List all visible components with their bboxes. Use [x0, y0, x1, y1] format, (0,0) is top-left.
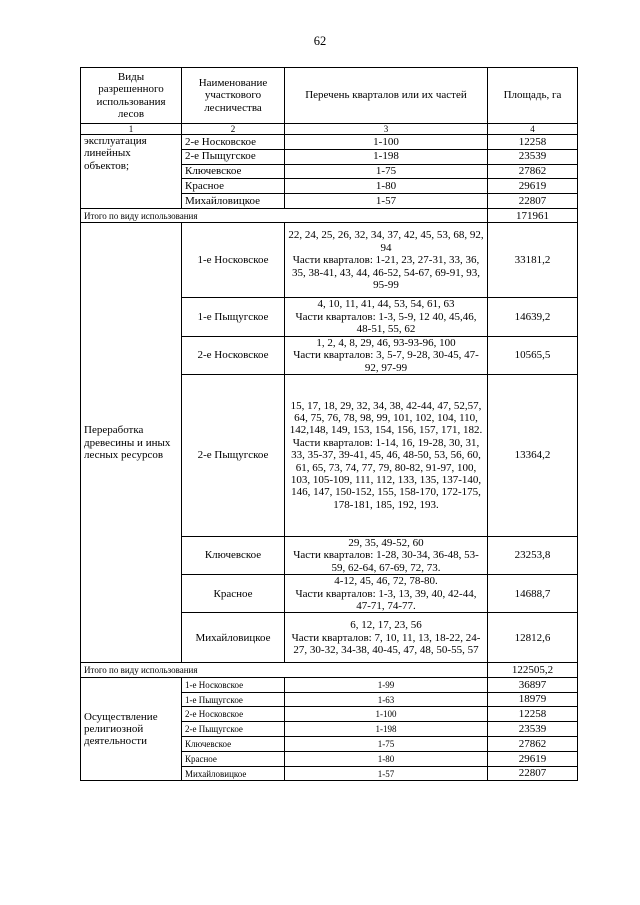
total-label: Итого по виду использования [81, 663, 488, 678]
quarters-cell: 1-100 [285, 707, 488, 722]
area-cell: 12258 [488, 707, 578, 722]
use-type-cell: эксплуатация линейных объектов; [81, 135, 182, 209]
area-cell: 22807 [488, 194, 578, 209]
forestry-cell: 1-е Носковское [182, 677, 285, 692]
forestry-cell: Ключевское [182, 164, 285, 179]
forestry-cell: Михайловицкое [182, 613, 285, 663]
use-type-cell: Переработка древесины и иных лесных ресурсов [81, 223, 182, 663]
column-number: 4 [488, 124, 578, 135]
total-label: Итого по виду использования [81, 208, 488, 223]
table-row [81, 223, 578, 298]
header-use-type: Виды разрешенного использования лесов [81, 68, 182, 124]
area-cell: 29619 [488, 751, 578, 766]
header-area: Площадь, га [488, 68, 578, 124]
page-number: 62 [313, 34, 327, 48]
forestry-cell: Красное [182, 751, 285, 766]
table-row [81, 135, 578, 150]
area-cell: 27862 [488, 737, 578, 752]
area-cell: 29619 [488, 179, 578, 194]
table-header-row [81, 68, 578, 124]
column-number: 3 [285, 124, 488, 135]
quarters-cell: 15, 17, 18, 29, 32, 34, 38, 42-44, 47, 52,57, 64, 75, 76, 78, 98, 99, 101, 102, 104, 110, 142,148, 149, 153, 154, 156, 157, 171, 182. Части кварталов: 1-14, 16, 19-28, 30, 31, 33, 35-37, 39-41, 45, 46, 48-50, 53, 56, 60, 61, 65, 73, 74, 77, 79, 80-82, 91-97, 100, 103, 105-109, 111, 112, 133, 135, 137-140, 146, 147, 150-152, 155, 158-170, 172-175, 178-181, 185, 192, 193. [285, 374, 488, 536]
area-cell: 23539 [488, 722, 578, 737]
forestry-cell: 2-е Пыщугское [182, 722, 285, 737]
total-value: 122505,2 [488, 663, 578, 678]
quarters-cell: 1-57 [285, 766, 488, 781]
forestry-cell: 1-е Пыщугское [182, 692, 285, 707]
quarters-cell: 1-63 [285, 692, 488, 707]
quarters-cell: 1-99 [285, 677, 488, 692]
forestry-cell: Михайловицкое [182, 766, 285, 781]
forestry-cell: 2-е Носковское [182, 135, 285, 150]
area-cell: 23539 [488, 149, 578, 164]
quarters-cell: 1-100 [285, 135, 488, 150]
forestry-cell: 2-е Пыщугское [182, 149, 285, 164]
table-row [81, 677, 578, 692]
quarters-cell: 1-75 [285, 737, 488, 752]
quarters-cell: 22, 24, 25, 26, 32, 34, 37, 42, 45, 53, 68, 92, 94 Части кварталов: 1-21, 23, 27-31, 33, 36, 35, 38-41, 43, 44, 46-52, 54-67, 69-91, 93, 95-99 [285, 223, 488, 298]
column-number: 2 [182, 124, 285, 135]
forestry-cell: 1-е Носковское [182, 223, 285, 298]
area-cell: 14639,2 [488, 298, 578, 336]
forestry-cell: 2-е Пыщугское [182, 374, 285, 536]
column-number: 1 [81, 124, 182, 135]
forestry-cell: Красное [182, 179, 285, 194]
quarters-cell: 4-12, 45, 46, 72, 78-80. Части кварталов: 1-3, 13, 39, 40, 42-44, 47-71, 74-77. [285, 575, 488, 613]
area-cell: 12812,6 [488, 613, 578, 663]
quarters-cell: 1-57 [285, 194, 488, 209]
total-row [81, 663, 578, 678]
area-cell: 27862 [488, 164, 578, 179]
area-cell: 18979 [488, 692, 578, 707]
quarters-cell: 1-80 [285, 179, 488, 194]
quarters-cell: 1, 2, 4, 8, 29, 46, 93-93-96, 100 Части кварталов: 3, 5-7, 9-28, 30-45, 47-92, 97-99 [285, 336, 488, 374]
quarters-cell: 1-75 [285, 164, 488, 179]
area-cell: 12258 [488, 135, 578, 150]
forestry-cell: Михайловицкое [182, 194, 285, 209]
forestry-cell: Ключевское [182, 536, 285, 574]
area-cell: 36897 [488, 677, 578, 692]
quarters-cell: 4, 10, 11, 41, 44, 53, 54, 61, 63 Части кварталов: 1-3, 5-9, 12 40, 45,46, 48-51, 55, 62 [285, 298, 488, 336]
quarters-cell: 1-198 [285, 722, 488, 737]
quarters-cell: 29, 35, 49-52, 60 Части кварталов: 1-28, 30-34, 36-48, 53-59, 62-64, 67-69, 72, 73. [285, 536, 488, 574]
area-cell: 23253,8 [488, 536, 578, 574]
total-value: 171961 [488, 208, 578, 223]
forestry-cell: 1-е Пыщугское [182, 298, 285, 336]
forestry-cell: Ключевское [182, 737, 285, 752]
total-row [81, 208, 578, 223]
forestry-cell: 2-е Носковское [182, 336, 285, 374]
quarters-cell: 1-80 [285, 751, 488, 766]
forestry-cell: Красное [182, 575, 285, 613]
area-cell: 13364,2 [488, 374, 578, 536]
header-quarters-list: Перечень кварталов или их частей [285, 68, 488, 124]
area-cell: 14688,7 [488, 575, 578, 613]
forest-use-table [80, 67, 578, 781]
column-number-row [81, 124, 578, 135]
header-forestry-name: Наименование участкового лесничества [182, 68, 285, 124]
area-cell: 10565,5 [488, 336, 578, 374]
area-cell: 33181,2 [488, 223, 578, 298]
use-type-cell: Осуществление религиозной деятельности [81, 677, 182, 781]
area-cell: 22807 [488, 766, 578, 781]
quarters-cell: 1-198 [285, 149, 488, 164]
quarters-cell: 6, 12, 17, 23, 56 Части кварталов: 7, 10, 11, 13, 18-22, 24-27, 30-32, 34-38, 40-45, 47, 48, 50-55, 57 [285, 613, 488, 663]
forestry-cell: 2-е Носковское [182, 707, 285, 722]
